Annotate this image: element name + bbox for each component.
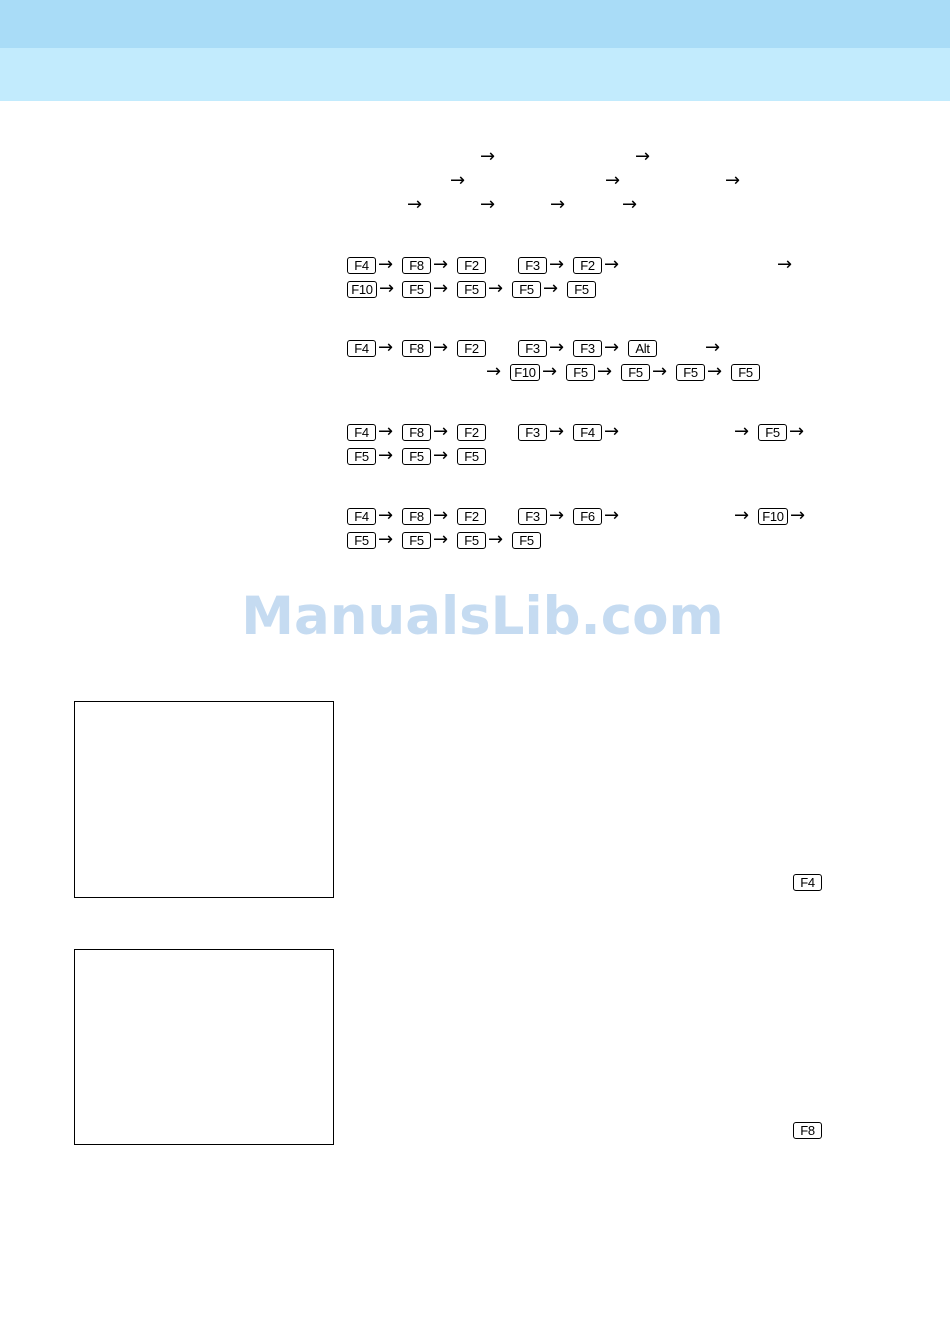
key-alt: Alt xyxy=(628,340,657,357)
arrow-icon: → xyxy=(542,361,558,382)
key-f2: F2 xyxy=(457,340,486,357)
header-band-bottom xyxy=(0,48,950,101)
arrow-icon: → xyxy=(488,278,504,299)
arrow-icon: → xyxy=(734,421,750,442)
key-f5: F5 xyxy=(457,448,486,465)
key-f3: F3 xyxy=(518,424,547,441)
key-f5: F5 xyxy=(567,281,596,298)
key-f8: F8 xyxy=(402,257,431,274)
arrow-icon: → xyxy=(433,445,449,466)
arrow-icon: → xyxy=(789,421,805,442)
key-f8: F8 xyxy=(793,1122,822,1139)
arrow-icon: → xyxy=(777,254,793,275)
screen-illustration-2 xyxy=(74,949,334,1145)
key-f8: F8 xyxy=(402,508,431,525)
arrow-icon: → xyxy=(604,505,620,526)
key-f5: F5 xyxy=(402,448,431,465)
arrow-icon: → xyxy=(378,529,394,550)
arrow-icon: → xyxy=(433,337,449,358)
arrow-icon: → xyxy=(488,529,504,550)
arrow-icon: → xyxy=(549,254,565,275)
key-f2: F2 xyxy=(573,257,602,274)
key-f5: F5 xyxy=(758,424,787,441)
key-f5: F5 xyxy=(457,532,486,549)
arrow-icon: → xyxy=(378,254,394,275)
arrow-icon: → xyxy=(486,361,502,382)
key-f3: F3 xyxy=(573,340,602,357)
arrow-icon: → xyxy=(378,337,394,358)
arrow-icon: → xyxy=(543,278,559,299)
key-f4: F4 xyxy=(347,340,376,357)
key-f5: F5 xyxy=(676,364,705,381)
arrow-icon: → xyxy=(378,445,394,466)
arrow-icon: → xyxy=(604,254,620,275)
arrow-icon: → xyxy=(549,505,565,526)
key-f3: F3 xyxy=(518,257,547,274)
key-f2: F2 xyxy=(457,257,486,274)
screen-illustration-1 xyxy=(74,701,334,898)
arrow-icon: → xyxy=(622,194,638,215)
key-f5: F5 xyxy=(566,364,595,381)
arrow-icon: → xyxy=(480,146,496,167)
key-f5: F5 xyxy=(731,364,760,381)
arrow-icon: → xyxy=(705,337,721,358)
arrow-icon: → xyxy=(790,505,806,526)
key-f2: F2 xyxy=(457,508,486,525)
arrow-icon: → xyxy=(605,170,621,191)
arrow-icon: → xyxy=(433,278,449,299)
arrow-icon: → xyxy=(379,278,395,299)
key-f4: F4 xyxy=(793,874,822,891)
arrow-icon: → xyxy=(433,421,449,442)
arrow-icon: → xyxy=(433,505,449,526)
header-band-top xyxy=(0,0,950,48)
key-f5: F5 xyxy=(347,532,376,549)
key-f5: F5 xyxy=(402,532,431,549)
key-f3: F3 xyxy=(518,508,547,525)
arrow-icon: → xyxy=(407,194,423,215)
key-f4: F4 xyxy=(573,424,602,441)
key-f4: F4 xyxy=(347,424,376,441)
key-f8: F8 xyxy=(402,340,431,357)
arrow-icon: → xyxy=(450,170,466,191)
arrow-icon: → xyxy=(480,194,496,215)
arrow-icon: → xyxy=(378,421,394,442)
key-f5: F5 xyxy=(457,281,486,298)
arrow-icon: → xyxy=(549,421,565,442)
arrow-icon: → xyxy=(378,505,394,526)
key-f8: F8 xyxy=(402,424,431,441)
key-f3: F3 xyxy=(518,340,547,357)
key-f4: F4 xyxy=(347,508,376,525)
key-f5: F5 xyxy=(621,364,650,381)
key-f2: F2 xyxy=(457,424,486,441)
key-f5: F5 xyxy=(512,281,541,298)
key-f10: F10 xyxy=(510,364,540,381)
key-f5: F5 xyxy=(512,532,541,549)
watermark: ManualsLib.com xyxy=(241,586,724,647)
key-f10: F10 xyxy=(347,281,377,298)
arrow-icon: → xyxy=(707,361,723,382)
key-f5: F5 xyxy=(402,281,431,298)
arrow-icon: → xyxy=(725,170,741,191)
arrow-icon: → xyxy=(635,146,651,167)
arrow-icon: → xyxy=(604,337,620,358)
key-f6: F6 xyxy=(573,508,602,525)
arrow-icon: → xyxy=(604,421,620,442)
arrow-icon: → xyxy=(549,337,565,358)
arrow-icon: → xyxy=(433,254,449,275)
arrow-icon: → xyxy=(734,505,750,526)
arrow-icon: → xyxy=(433,529,449,550)
key-f10: F10 xyxy=(758,508,788,525)
key-f4: F4 xyxy=(347,257,376,274)
arrow-icon: → xyxy=(550,194,566,215)
key-f5: F5 xyxy=(347,448,376,465)
arrow-icon: → xyxy=(652,361,668,382)
arrow-icon: → xyxy=(597,361,613,382)
